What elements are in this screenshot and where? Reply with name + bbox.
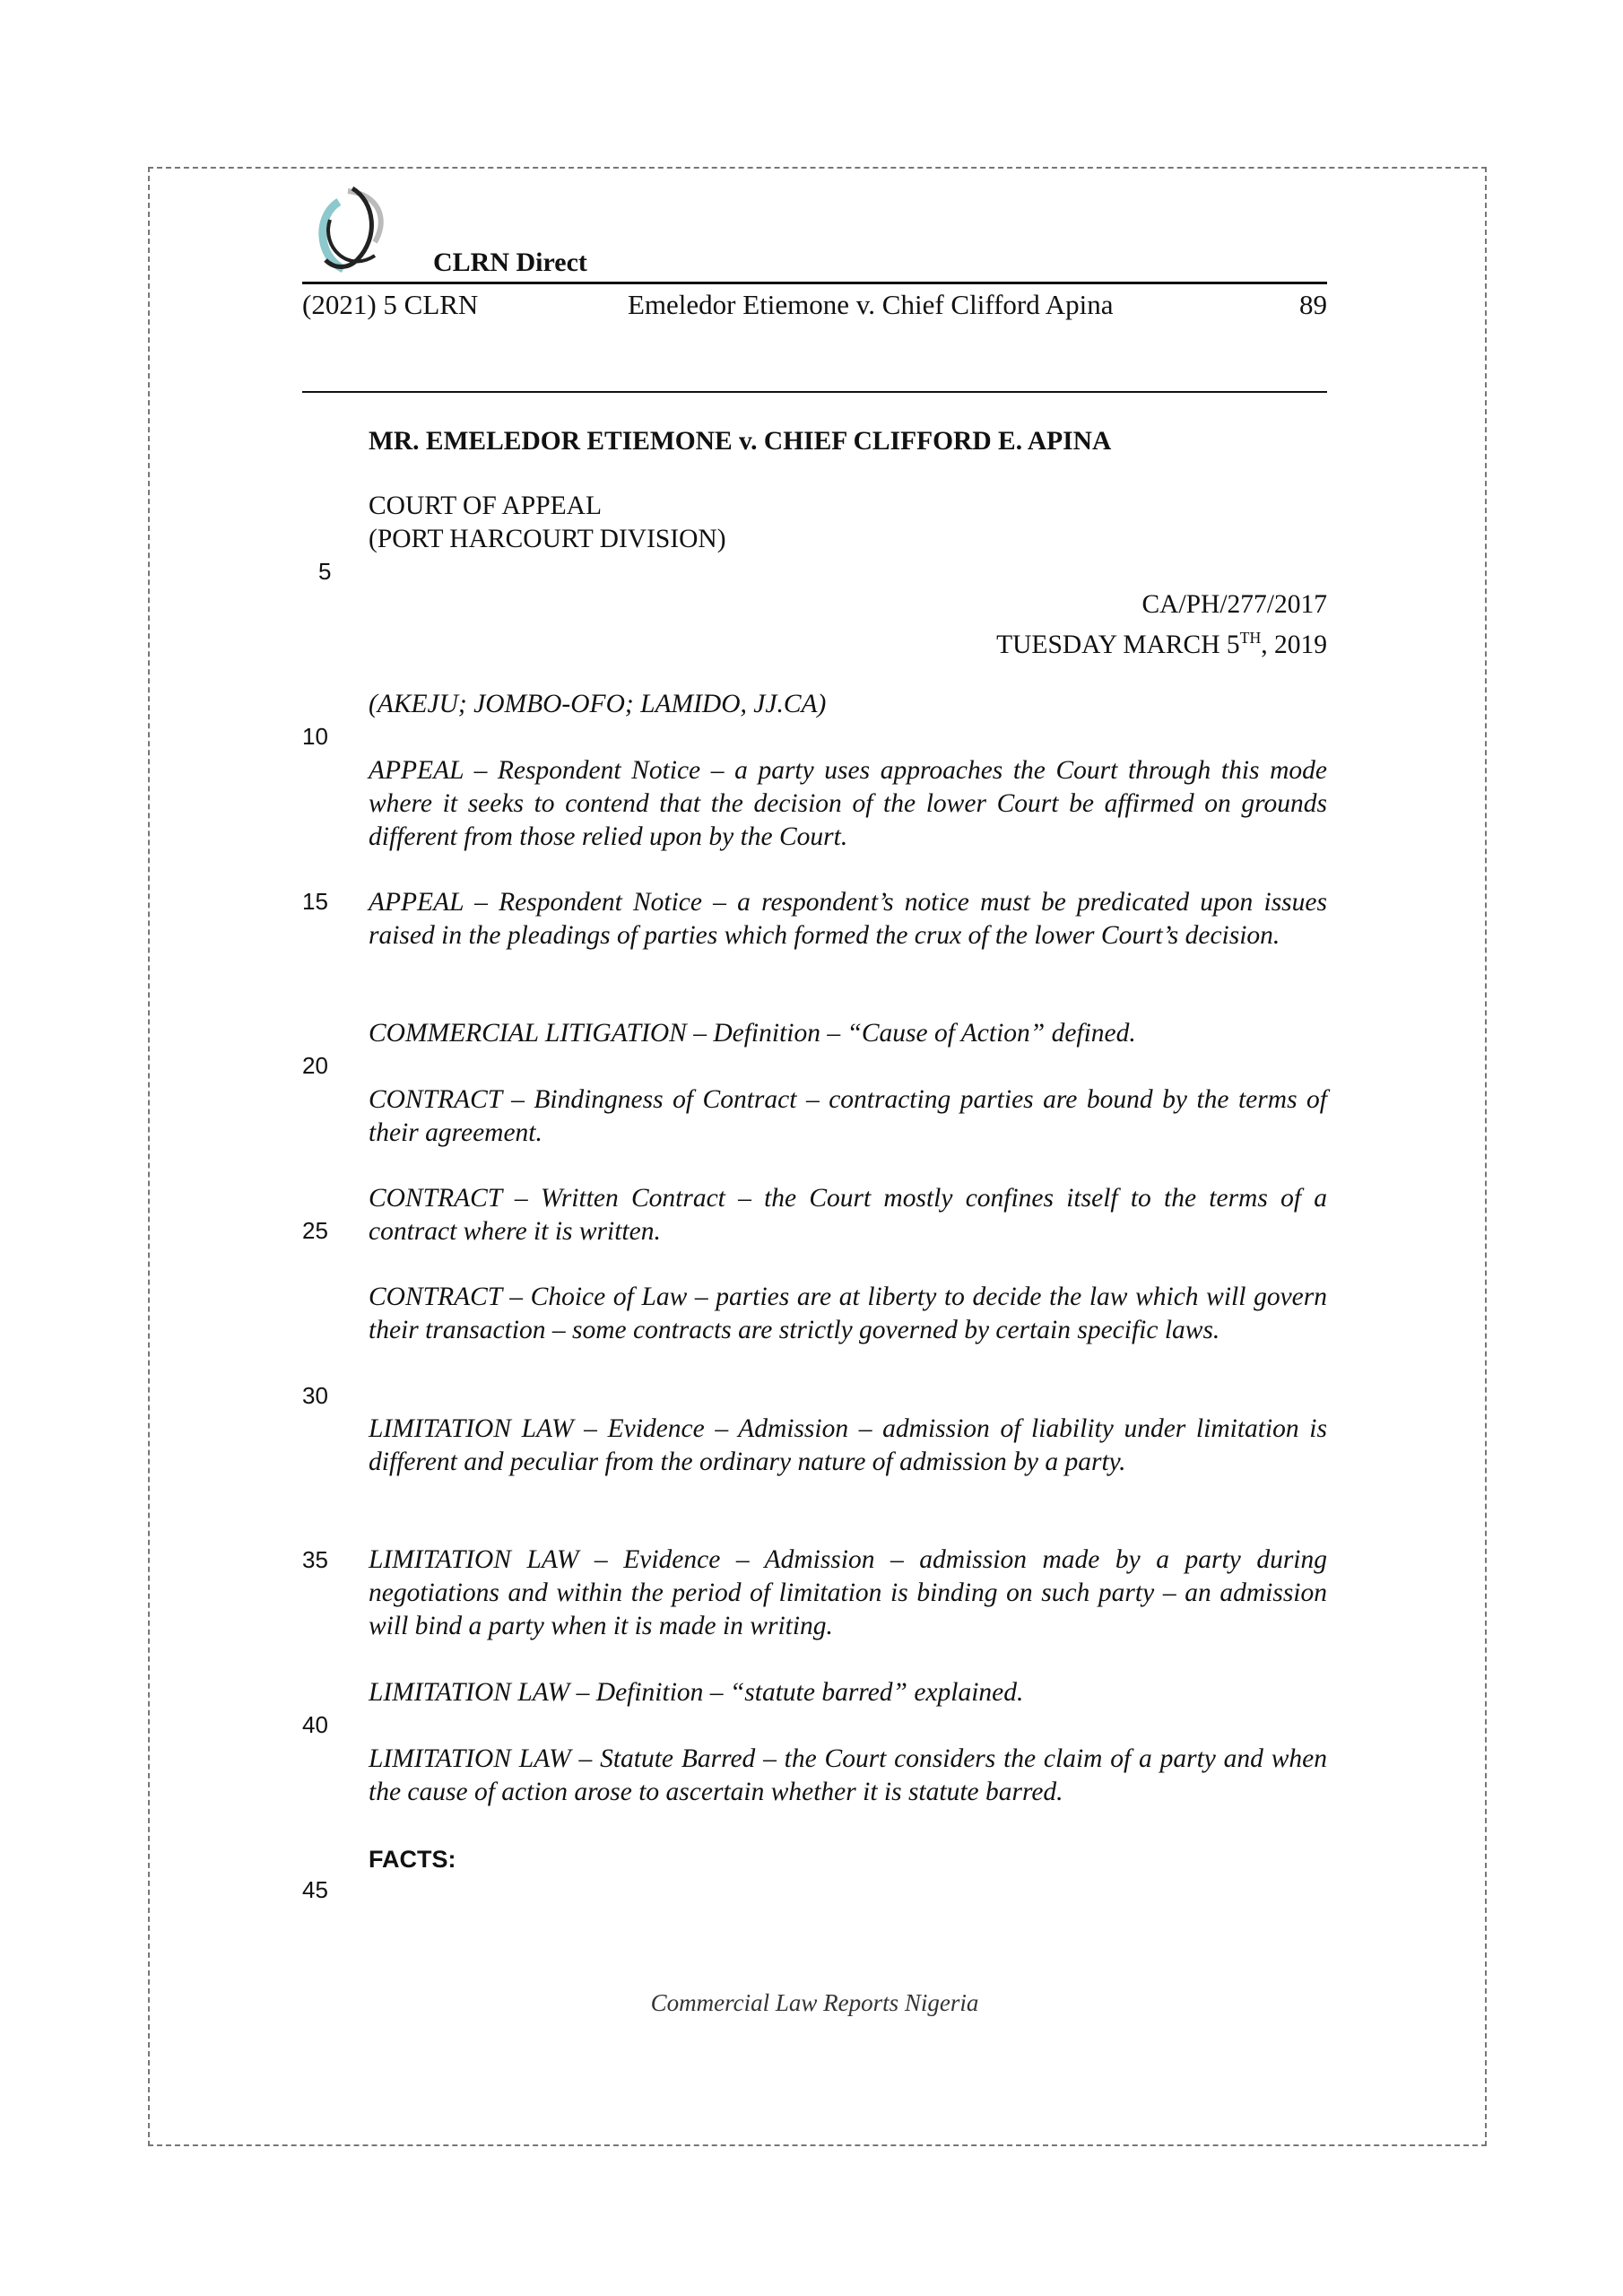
- page-number: 89: [1299, 289, 1327, 320]
- case-title: MR. EMELEDOR ETIEMONE v. CHIEF CLIFFORD E. APINA: [369, 427, 1112, 456]
- catchword: COMMERCIAL LITIGATION – Definition – “Cause of Action” defined.: [369, 1019, 1136, 1048]
- line-number: 35: [302, 1546, 328, 1573]
- brand-name: CLRN Direct: [433, 248, 587, 277]
- line-number: 25: [302, 1217, 328, 1244]
- header-bottom-rule: [302, 391, 1327, 393]
- catchword: LIMITATION LAW – Evidence – Admission – admission of liability under limitation is different and peculiar from the ordinary nature of admission by a party.: [369, 1414, 1327, 1476]
- catchword: APPEAL – Respondent Notice – a party uses approaches the Court through this mode where it seeks to contend that the decision of the lower Court be affirmed on grounds different from those relied upon by the Court.: [369, 756, 1327, 851]
- line-number: 20: [302, 1052, 328, 1079]
- court-name: COURT OF APPEAL: [369, 491, 602, 520]
- catchword: CONTRACT – Bindingness of Contract – contracting parties are bound by the terms of their agreement.: [369, 1085, 1327, 1147]
- judgment-date: TUESDAY MARCH 5TH, 2019: [996, 629, 1327, 659]
- clrn-logo-icon: [312, 184, 411, 283]
- line-number: 10: [302, 723, 328, 750]
- line-number: 30: [302, 1382, 328, 1409]
- line-number: 15: [302, 888, 328, 915]
- catchword: APPEAL – Respondent Notice – a respondent’s notice must be predicated upon issues raised in the pleadings of parties which formed the crux of the lower Court’s decision.: [369, 888, 1327, 950]
- facts-heading: FACTS:: [369, 1846, 456, 1873]
- citation: (2021) 5 CLRN: [302, 289, 479, 320]
- catchword: CONTRACT – Written Contract – the Court mostly confines itself to the terms of a contract where it is written.: [369, 1184, 1327, 1246]
- header-rule: [302, 282, 1327, 284]
- judges: (AKEJU; JOMBO-OFO; LAMIDO, JJ.CA): [369, 690, 827, 718]
- catchword: CONTRACT – Choice of Law – parties are at liberty to decide the law which will govern their transaction – some contracts are strictly governed by certain specific laws.: [369, 1283, 1327, 1344]
- line-number: 40: [302, 1711, 328, 1738]
- running-title: Emeledor Etiemone v. Chief Clifford Apina: [628, 289, 1114, 320]
- catchword: LIMITATION LAW – Statute Barred – the Court considers the claim of a party and when the cause of action arose to ascertain whether it is statute barred.: [369, 1744, 1327, 1806]
- catchword: LIMITATION LAW – Evidence – Admission – admission made by a party during negotiations and within the period of limitation is binding on such party – an admission will bind a party when it is made in writing.: [369, 1545, 1327, 1640]
- catchword: LIMITATION LAW – Definition – “statute barred” explained.: [369, 1678, 1024, 1707]
- page-footer: Commercial Law Reports Nigeria: [650, 1989, 979, 2016]
- line-number: 5: [318, 558, 332, 585]
- suit-number: CA/PH/277/2017: [1141, 590, 1327, 619]
- line-number: 45: [302, 1876, 328, 1903]
- court-division: (PORT HARCOURT DIVISION): [369, 525, 726, 553]
